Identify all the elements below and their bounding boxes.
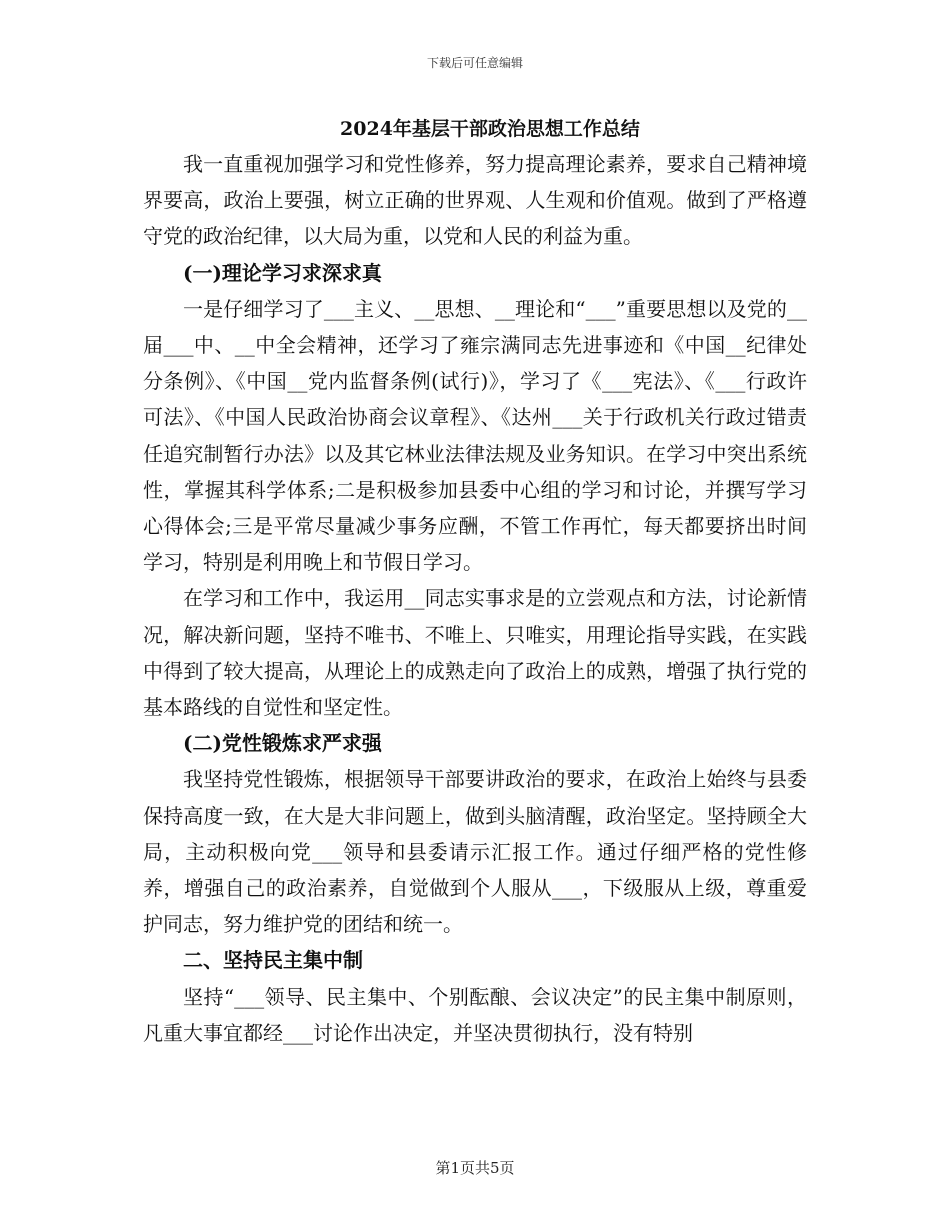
intro-paragraph: 我一直重视加强学习和党性修养，努力提高理论素养，要求自己精神境界要高，政治上要强，树立正确的世界观、人生观和价值观。做到了严格遵守党的政治纪律，以大局为重，以党和人民的利益为重。 [143,152,807,249]
section-heading-theory-study: (一)理论学习求深求真 [183,260,382,285]
document-body [143,114,807,1051]
paragraph: 我坚持党性锻炼，根据领导干部要讲政治的要求，在政治上始终与县委保持高度一致，在大是大非问题上，做到头脑清醒，政治坚定。坚持顾全大局，主动积极向党___领导和县委请示汇报工作。通过仔细严格的党性修养，增强自己的政治素养，自觉做到个人服从___，下级服从上级，尊重爱护同志，努力维护党的团结和统一。 [143,767,807,937]
page-number: 第1页共5页 [435,1159,515,1177]
paragraph: 在学习和工作中，我运用__同志实事求是的立尝观点和方法，讨论新情况，解决新问题，坚持不唯书、不唯上、只唯实，用理论指导实践，在实践中得到了较大提高，从理论上的成熟走向了政治上的成熟，增强了执行党的基本路线的自觉性和坚定性。 [143,586,807,720]
document-title: 2024年基层干部政治思想工作总结 [340,118,640,140]
page-header-note: 下载后可任意编辑 [426,56,523,70]
paragraph: 一是仔细学习了___主义、__思想、__理论和“___”重要思想以及党的__届___中、__中全会精神，还学习了雍宗满同志先进事迹和《中国__纪律处分条例》、《中国__党内监督条例(试行)》，学习了《___宪法》、《___行政许可法》、《中国人民政治协商会议章程》、《达州___关于行政机关行政过错责任追究制暂行办法》以及其它林业法律法规及业务知识。在学习中突出系统性，掌握其科学体系;二是积极参加县委中心组的学习和讨论，并撰写学习心得体会;三是平常尽量减少事务应酬，不管工作再忙，每天都要挤出时间学习，特别是利用晚上和节假日学习。 [143,296,807,575]
paragraph: 坚持“___领导、民主集中、个别酝酿、会议决定”的民主集中制原则，凡重大事宜都经___讨论作出决定，并坚决贯彻执行，没有特别 [143,984,807,1045]
section-heading-party-spirit: (二)党性锻炼求严求强 [183,731,382,756]
section-heading-democratic-centralism: 二、坚持民主集中制 [183,948,363,973]
